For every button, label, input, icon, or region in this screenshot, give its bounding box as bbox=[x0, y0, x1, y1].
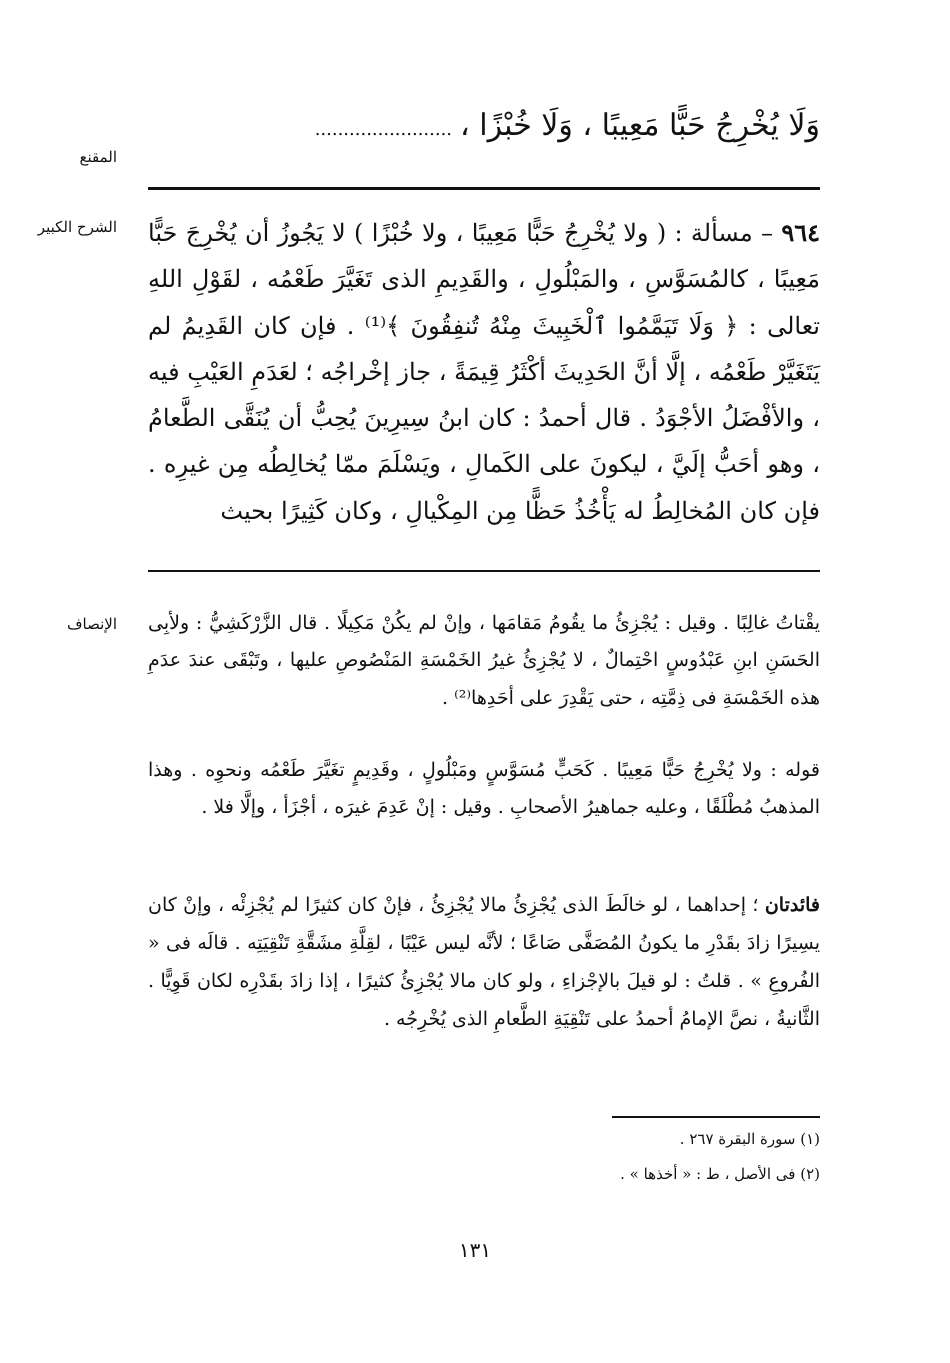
page-heading bbox=[148, 108, 820, 143]
header-side-label: المقنع bbox=[79, 148, 117, 166]
insaf-paragraph-1: يقْتاتُ غالِبًا . وقيل : يُجْزِئُ ما يقُومُ مَقامَها ، وإنْ لم يكُنْ مَكِيلًا . قال الزَّرْكَشِيُّ : ولأبِى الحَسَنِ ابنِ عَبْدُوسٍ احْتِمالٌ ، لا يُجْزِئُ غيرُ الخَمْسَةِ المَنْصُوصِ عليها ، وتَبْقَى عندَ عدَمِ هذه الخَمْسَةِ فى ذِمَّتِه ، حتى يَقْدِرَ على أحَدِها⁽²⁾ . bbox=[148, 612, 820, 709]
footnote-2: (٢) فى الأصل ، ط : « أخذها » . bbox=[620, 1165, 820, 1183]
sharh-paragraph bbox=[148, 210, 820, 534]
sharh-text: – مسألة : ( ولا يُخْرِجُ حَبًّا مَعِيبًا ، ولا خُبْزًا ) لا يَجُوزُ أن يُخْرِجَ حَبًّا مَعِيبًا ، كالمُسَوَّسِ ، والمَبْلُولِ ، والقَدِيمِ الذى تَغَيَّرَ طَعْمُه ، لقَوْلِ اللهِ تعالى : ﴿ وَلَا تَيَمَّمُوا ٱلْخَبِيثَ مِنْهُ تُنفِقُونَ ﴾⁽¹⁾ . فإن كان القَدِيمُ لم يَتَغَيَّرْ طَعْمُه ، إلَّا أنَّ الحَدِيثَ أكْثَرُ قِيمَةً ، جاز إخْراجُه ؛ لعَدَمِ العَيْبِ فيه ، والأفْضَلُ الأجْوَدُ . قال أحمدُ : كان ابنُ سِيرِينَ يُحِبُّ أن يُنَقَّى الطَّعامُ ، وهو أحَبُّ إلَيَّ ، ليكونَ على الكَمالِ ، ويَسْلَمَ ممّا يُخالِطُه مِن غيرِه . فإن كان المُخالِطُ له يَأْخُذُ حَظًّا مِن المِكْيالِ ، وكان كَثِيرًا بحيث bbox=[148, 219, 820, 525]
header-rule bbox=[148, 187, 820, 190]
section-divider bbox=[148, 570, 820, 572]
issue-number: ٩٦٤ bbox=[781, 218, 820, 247]
heading-dots: ........................ bbox=[314, 119, 453, 140]
heading-title: وَلَا يُخْرِجُ حَبًّا مَعِيبًا ، وَلَا خُبْزًا ، bbox=[460, 108, 820, 143]
sharh-side-label: الشرح الكبير bbox=[37, 218, 117, 236]
insaf-side-label: الإنصاف bbox=[66, 615, 117, 633]
footnote-rule bbox=[612, 1116, 820, 1118]
page-number: ١٣١ bbox=[458, 1238, 492, 1262]
footnote-1: (١) سورة البقرة ٢٦٧ . bbox=[679, 1130, 820, 1148]
insaf-paragraph-2: قوله : ولا يُخْرِجُ حَبًّا مَعِيبًا . كَحَبٍّ مُسَوَّسٍ ومَبْلُولٍ ، وقَدِيمٍ تغَيَّرَ طَعْمُه ونحوِه . وهذا المذهبُ مُطْلَقًا ، وعليه جماهيرُ الأصحابِ . وقيل : إنْ عَدِمَ غيرَه ، أجْزَأ ، وإلَّا فلا . bbox=[148, 759, 820, 818]
fawaid-heading: فائدتان bbox=[764, 894, 820, 916]
insaf-paragraph-3-text: ؛ إحداهما ، لو خالَطَ الذى يُجْزِئُ مالا يُجْزِئُ ، فإنْ كان كثيرًا لم يُجْزِئْه ، وإنْ كان يسِيرًا زادَ بقَدْرِ ما يكونُ المُصَفَّى صَاعًا ؛ لأنَّه ليس عَيْبًا ، لقِلَّةِ مشَقَّةِ تَنْقِيَتِه . قالَه فى « الفُروعِ » . قلتُ : لو قيلَ بالإجْزاءِ ، ولو كان مالا يُجْزِئُ كثيرًا ، إذا زادَ بقَدْرِه لكان قَوِيًّا . الثَّانيةُ ، نصَّ الإمامُ أحمدُ على تَنْقِيَةِ الطَّعامِ الذى يُخْرِجُه . bbox=[148, 894, 820, 1030]
insaf-paragraph-3 bbox=[148, 886, 820, 1038]
